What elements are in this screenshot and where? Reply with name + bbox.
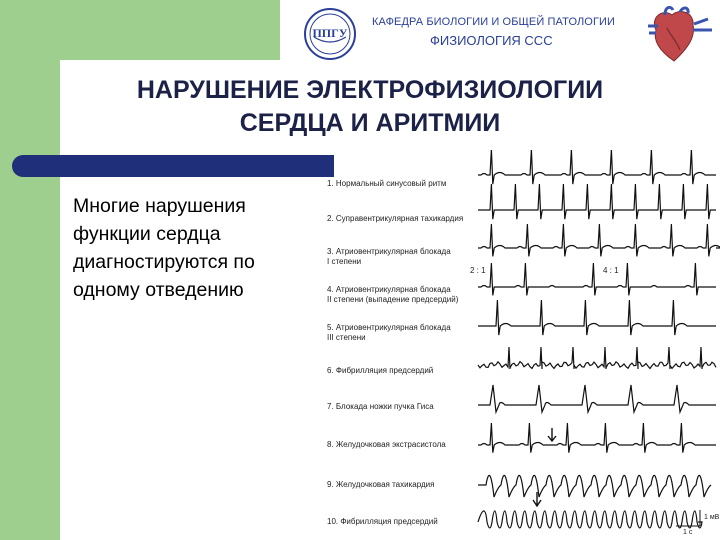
slide-title-line-2: СЕРДЦА И АРИТМИИ <box>239 109 501 137</box>
ecg-label-9: 9. Желудочковая тахикардия <box>327 480 435 489</box>
ecg-traces <box>318 150 720 540</box>
ecg-trace <box>478 511 702 528</box>
university-logo <box>303 7 357 61</box>
ecg-trace <box>478 300 716 335</box>
body-line: диагностируются по <box>73 251 255 273</box>
ecg-label-5: 5. Атриовентрикулярная блокада III степени <box>327 323 451 342</box>
ecg-trace <box>478 385 716 412</box>
logo-text: ППГУ <box>312 26 348 40</box>
body-line: одному отведению <box>73 279 244 301</box>
ratio-label-left: 2 : 1 <box>470 266 486 275</box>
arrow-icon <box>548 428 556 441</box>
slide-title <box>60 74 680 140</box>
ecg-label-4: 4. Атриовентрикулярная блокада II степени (выпадение предсердий) <box>327 285 459 304</box>
heart-illustration-icon <box>636 6 718 64</box>
ecg-trace <box>478 224 720 256</box>
scale-s-label: 1 с <box>683 529 693 536</box>
ecg-trace <box>478 184 716 219</box>
ecg-label-6: 6. Фибрилляция предсердий <box>327 366 434 375</box>
ecg-trace <box>478 263 716 295</box>
body-text <box>73 192 313 304</box>
scale-mv-label: 1 мВ <box>704 514 720 521</box>
title-divider-bar <box>12 155 334 177</box>
ecg-label-10: 10. Фибрилляция предсердий <box>327 517 438 526</box>
body-line: функции сердца <box>73 223 221 245</box>
ecg-trace <box>478 150 716 184</box>
ecg-label-3: 3. Атриовентрикулярная блокада I степени <box>327 247 451 266</box>
ecg-trace <box>478 347 716 369</box>
left-accent-bar <box>0 0 60 540</box>
body-line: Многие нарушения <box>73 195 246 217</box>
department-title: КАФЕДРА БИОЛОГИИ И ОБЩЕЙ ПАТОЛОГИИ <box>372 16 616 28</box>
ratio-label-right: 4 : 1 <box>603 266 619 275</box>
ecg-trace <box>478 423 716 453</box>
course-title: ФИЗИОЛОГИЯ ССС <box>430 33 553 48</box>
ecg-trace <box>478 475 711 497</box>
ecg-label-7: 7. Блокада ножки пучка Гиса <box>327 402 434 411</box>
ecg-label-8: 8. Желудочковая экстрасистола <box>327 440 446 449</box>
top-accent-block <box>0 0 280 60</box>
ecg-label-1: 1. Нормальный синусовый ритм <box>327 179 447 188</box>
slide-title-line-1: НАРУШЕНИЕ ЭЛЕКТРОФИЗИОЛОГИИ <box>136 76 604 104</box>
ecg-label-2: 2. Суправентрикулярная тахикардия <box>327 214 464 223</box>
